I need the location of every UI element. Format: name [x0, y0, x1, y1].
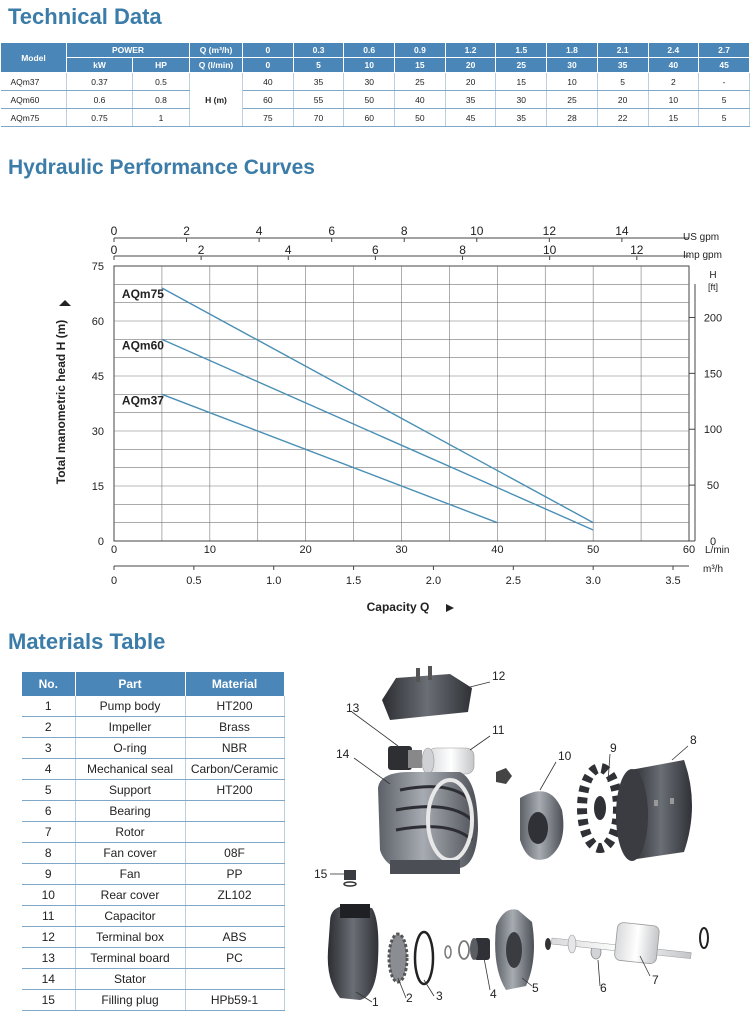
materials-row — [22, 927, 284, 948]
head-value-cell: 10 — [547, 73, 598, 91]
part-material-cell: HT200 — [185, 780, 284, 801]
head-value-cell: 40 — [395, 91, 446, 109]
callout-number: 9 — [610, 741, 617, 755]
q-lmin-value: 15 — [395, 58, 446, 73]
head-value-cell: 75 — [243, 109, 294, 127]
x-tick-lmin-label: 60 — [682, 544, 696, 556]
head-value-cell: 2 — [648, 73, 699, 91]
part-name-cell: Fan cover — [75, 843, 185, 864]
model-cell: AQm75 — [1, 109, 67, 127]
head-value-cell: 50 — [344, 91, 395, 109]
series-label-aqm60: AQm60 — [121, 338, 164, 353]
technical-data-body — [1, 73, 750, 127]
kw-cell: 0.37 — [67, 73, 133, 91]
callout-number: 11 — [492, 723, 505, 737]
imp-gpm-tick-label: 4 — [284, 243, 292, 257]
us-gpm-tick-label: 14 — [615, 224, 629, 238]
tech-row — [1, 73, 750, 91]
part-name-cell: Capacitor — [75, 906, 185, 927]
x-tick-m3h-label: 3.0 — [585, 575, 601, 587]
imp-gpm-tick-label: 0 — [110, 243, 118, 257]
head-value-cell: 20 — [445, 73, 496, 91]
y-axis-arrow — [59, 300, 71, 306]
part-number-cell: 13 — [22, 948, 75, 969]
x-tick-lmin-label: 20 — [299, 544, 312, 556]
q-m3h-value: 2.4 — [648, 43, 699, 58]
capacitor-part — [422, 748, 474, 774]
washer-part — [445, 946, 451, 958]
part-material-cell: HT200 — [185, 696, 284, 717]
q-lmin-value: 25 — [496, 58, 547, 73]
technical-data-title: Technical Data — [8, 4, 162, 29]
head-value-cell: 15 — [648, 109, 699, 127]
q-m3h-value: 0.6 — [344, 43, 395, 58]
ft-tick-label: 150 — [703, 368, 723, 381]
callout-number: 12 — [492, 669, 506, 683]
kw-cell: 0.75 — [67, 109, 133, 127]
stator-housing-part — [378, 772, 478, 874]
ft-tick-label: 0 — [709, 536, 717, 548]
part-number-cell: 14 — [22, 969, 75, 990]
part-name-cell: Mechanical seal — [75, 759, 185, 780]
y-tick-label: 30 — [91, 426, 104, 438]
tech-header-row — [1, 58, 750, 73]
materials-table — [22, 672, 285, 1011]
x-tick-lmin-label: 0 — [110, 544, 118, 556]
series-label-aqm37: AQm37 — [121, 393, 164, 408]
callout-number: 6 — [600, 981, 607, 995]
part-number-cell: 1 — [22, 696, 75, 717]
header-material: Material — [185, 672, 284, 696]
materials-header-row — [22, 672, 284, 696]
series-line-aqm75 — [162, 288, 593, 523]
materials-table-title: Materials Table — [8, 629, 166, 654]
q-lmin-value: 0 — [243, 58, 294, 73]
q-lmin-value: 10 — [344, 58, 395, 73]
q-m3h-value: 1.8 — [547, 43, 598, 58]
hp-cell: 0.5 — [133, 73, 190, 91]
hp-cell: 1 — [133, 109, 190, 127]
imp-gpm-tick-label: 8 — [459, 243, 466, 257]
head-value-cell: 10 — [648, 91, 699, 109]
q-lmin-value: 5 — [293, 58, 344, 73]
part-material-cell: HPb59-1 — [185, 990, 284, 1011]
q-lmin-value: 30 — [547, 58, 598, 73]
head-value-cell: 60 — [344, 109, 395, 127]
ft-tick-label: 200 — [703, 312, 723, 325]
part-number-cell: 11 — [22, 906, 75, 927]
q-m3h-value: 1.2 — [445, 43, 496, 58]
filling-plug-part — [344, 870, 356, 886]
head-value-cell: 30 — [344, 73, 395, 91]
head-value-cell: 35 — [293, 73, 344, 91]
materials-row — [22, 780, 284, 801]
x-tick-lmin-label: 40 — [491, 544, 504, 556]
tech-header-row — [1, 43, 750, 58]
q-lmin-header: Q (l/min) — [190, 58, 243, 73]
part-name-cell: Rear cover — [75, 885, 185, 906]
y-axis-label: Total manometric head H (m) — [54, 319, 68, 485]
q-m3h-value: 0.9 — [395, 43, 446, 58]
materials-row — [22, 822, 284, 843]
model-header: Model — [1, 43, 67, 73]
q-lmin-value: 35 — [597, 58, 648, 73]
part-number-cell: 2 — [22, 717, 75, 738]
impeller-part — [389, 934, 407, 982]
y-tick-label: 75 — [91, 261, 104, 273]
pump-body-part — [328, 904, 379, 1000]
y-tick-label: 0 — [97, 536, 104, 548]
part-number-cell: 9 — [22, 864, 75, 885]
rotor-part — [551, 922, 691, 964]
q-m3h-value: 2.1 — [597, 43, 648, 58]
head-label-cell: H (m) — [190, 73, 243, 127]
part-material-cell: NBR — [185, 738, 284, 759]
q-lmin-value: 45 — [699, 58, 750, 73]
kw-cell: 0.6 — [67, 91, 133, 109]
head-value-cell: 5 — [597, 73, 648, 91]
power-header: POWER — [67, 43, 190, 58]
model-cell: AQm60 — [1, 91, 67, 109]
series-label-aqm75: AQm75 — [121, 287, 164, 301]
part-name-cell: Terminal box — [75, 927, 185, 948]
callout-number: 3 — [436, 989, 443, 1003]
imp-gpm-tick-label: 2 — [197, 243, 205, 257]
us-gpm-tick-label: 2 — [183, 224, 190, 238]
part-name-cell: Bearing — [75, 801, 185, 822]
x-tick-lmin-label: 50 — [587, 544, 600, 556]
head-value-cell: 40 — [243, 73, 294, 91]
materials-row — [22, 885, 284, 906]
x-tick-m3h-label: 2.5 — [505, 575, 521, 587]
nut-part — [496, 768, 512, 784]
part-name-cell: Support — [75, 780, 185, 801]
rear-cover-part — [520, 791, 563, 860]
part-name-cell: Fan — [75, 864, 185, 885]
fan-part — [582, 768, 618, 848]
x-tick-lmin-label: 10 — [203, 544, 216, 556]
q-lmin-value: 40 — [648, 58, 699, 73]
materials-row — [22, 801, 284, 822]
callout-number: 8 — [690, 733, 697, 747]
part-name-cell: Rotor — [75, 822, 185, 843]
head-value-cell: 22 — [597, 109, 648, 127]
imp-gpm-tick-label: 12 — [630, 243, 644, 257]
x-axis-arrow — [446, 604, 454, 612]
callout-number: 10 — [558, 749, 572, 763]
part-number-cell: 5 — [22, 780, 75, 801]
x-tick-m3h-label: 3.5 — [665, 575, 681, 587]
us-gpm-tick-label: 8 — [400, 224, 408, 238]
head-value-cell: 30 — [496, 91, 547, 109]
head-value-cell: 45 — [445, 109, 496, 127]
x-unit-lmin-label: L/min — [705, 545, 730, 556]
imp-gpm-label: Imp gpm — [683, 250, 722, 261]
head-value-cell: 15 — [496, 73, 547, 91]
part-material-cell — [185, 906, 284, 927]
technical-data-table — [0, 42, 750, 127]
head-value-cell: 55 — [293, 91, 344, 109]
kw-header: kW — [67, 58, 133, 73]
materials-row — [22, 969, 284, 990]
part-number-cell: 15 — [22, 990, 75, 1011]
part-number-cell: 10 — [22, 885, 75, 906]
callout-number: 13 — [346, 701, 360, 715]
q-m3h-value: 2.7 — [699, 43, 750, 58]
part-material-cell: ABS — [185, 927, 284, 948]
imp-gpm-tick-label: 6 — [372, 243, 379, 257]
part-number-cell: 7 — [22, 822, 75, 843]
materials-row — [22, 843, 284, 864]
part-number-cell: 3 — [22, 738, 75, 759]
part-number-cell: 4 — [22, 759, 75, 780]
part-name-cell: Stator — [75, 969, 185, 990]
callout-number: 14 — [336, 747, 350, 761]
terminal-board-part — [388, 746, 422, 770]
q-m3h-value: 0 — [243, 43, 294, 58]
ft-h-label: H — [709, 270, 717, 281]
part-number-cell: 8 — [22, 843, 75, 864]
callout-number: 15 — [314, 867, 328, 881]
support-part — [495, 909, 534, 990]
materials-row — [22, 717, 284, 738]
part-material-cell: ZL102 — [185, 885, 284, 906]
part-name-cell: O-ring — [75, 738, 185, 759]
ft-tick-label: 100 — [703, 424, 723, 437]
q-lmin-value: 20 — [445, 58, 496, 73]
head-value-cell: 25 — [395, 73, 446, 91]
x-tick-m3h-label: 0.5 — [186, 575, 202, 587]
q-m3h-header: Q (m³/h) — [190, 43, 243, 58]
x-tick-m3h-label: 1.0 — [266, 575, 282, 587]
us-gpm-label: US gpm — [683, 232, 720, 243]
callout-number: 5 — [532, 981, 539, 995]
y-tick-label: 15 — [91, 481, 104, 493]
head-value-cell: 35 — [445, 91, 496, 109]
model-cell: AQm37 — [1, 73, 67, 91]
y-tick-label: 45 — [91, 371, 104, 383]
part-number-cell: 6 — [22, 801, 75, 822]
tech-row — [1, 109, 750, 127]
materials-row — [22, 864, 284, 885]
y-tick-label: 60 — [91, 316, 104, 328]
hp-cell: 0.8 — [133, 91, 190, 109]
part-name-cell: Pump body — [75, 696, 185, 717]
hydraulic-performance-chart — [0, 214, 750, 619]
x-tick-m3h-label: 1.5 — [345, 575, 362, 587]
part-material-cell: 08F — [185, 843, 284, 864]
x-axis-label: Capacity Q — [366, 600, 430, 614]
fan-cover-part — [616, 760, 692, 861]
us-gpm-tick-label: 12 — [542, 224, 557, 238]
part-material-cell — [185, 822, 284, 843]
materials-body — [22, 696, 284, 1011]
hp-header: HP — [133, 58, 190, 73]
callout-number: 7 — [652, 973, 659, 987]
callout-number: 4 — [490, 987, 497, 1001]
us-gpm-tick-label: 0 — [110, 224, 118, 238]
terminal-box-part — [382, 666, 472, 720]
technical-data-header — [1, 43, 750, 73]
part-material-cell: PC — [185, 948, 284, 969]
ft-tick-label: 50 — [706, 480, 720, 493]
callout-number: 1 — [372, 995, 379, 1009]
tech-row — [1, 91, 750, 109]
header-part: Part — [75, 672, 185, 696]
mechanical-seal-part — [470, 938, 490, 960]
part-material-cell — [185, 801, 284, 822]
head-value-cell: 20 — [597, 91, 648, 109]
hydraulic-curves-title: Hydraulic Performance Curves — [8, 156, 315, 179]
materials-row — [22, 759, 284, 780]
materials-row — [22, 696, 284, 717]
x-tick-m3h-label: 0 — [110, 575, 118, 587]
part-material-cell — [185, 969, 284, 990]
head-value-cell: 60 — [243, 91, 294, 109]
head-value-cell: 70 — [293, 109, 344, 127]
head-value-cell: 50 — [395, 109, 446, 127]
pump-exploded-diagram — [300, 660, 740, 1025]
ft-unit-label: [ft] — [707, 282, 719, 292]
o-ring-part — [415, 932, 433, 984]
us-gpm-tick-label: 4 — [255, 224, 263, 238]
part-material-cell: Carbon/Ceramic — [185, 759, 284, 780]
materials-row — [22, 906, 284, 927]
x-unit-m3h-label: m³/h — [703, 564, 723, 575]
head-value-cell: 5 — [699, 109, 750, 127]
materials-row — [22, 990, 284, 1011]
part-number-cell: 12 — [22, 927, 75, 948]
q-m3h-value: 1.5 — [496, 43, 547, 58]
washer-part — [459, 941, 469, 959]
head-value-cell: 35 — [496, 109, 547, 127]
materials-row — [22, 738, 284, 759]
head-value-cell: 25 — [547, 91, 598, 109]
part-material-cell: PP — [185, 864, 284, 885]
part-material-cell: Brass — [185, 717, 284, 738]
imp-gpm-tick-label: 10 — [542, 243, 557, 257]
head-value-cell: 5 — [699, 91, 750, 109]
part-name-cell: Filling plug — [75, 990, 185, 1011]
head-value-cell: 28 — [547, 109, 598, 127]
us-gpm-tick-label: 10 — [470, 224, 484, 238]
header-no: No. — [22, 672, 75, 696]
x-tick-m3h-label: 2.0 — [425, 575, 442, 587]
materials-row — [22, 948, 284, 969]
end-ring-part — [700, 928, 708, 948]
x-tick-lmin-label: 30 — [395, 544, 408, 556]
part-name-cell: Impeller — [75, 717, 185, 738]
series-line-aqm60 — [162, 339, 593, 530]
part-name-cell: Terminal board — [75, 948, 185, 969]
head-value-cell: - — [699, 73, 750, 91]
us-gpm-tick-label: 6 — [328, 224, 336, 238]
q-m3h-value: 0.3 — [293, 43, 344, 58]
callout-number: 2 — [406, 991, 413, 1005]
